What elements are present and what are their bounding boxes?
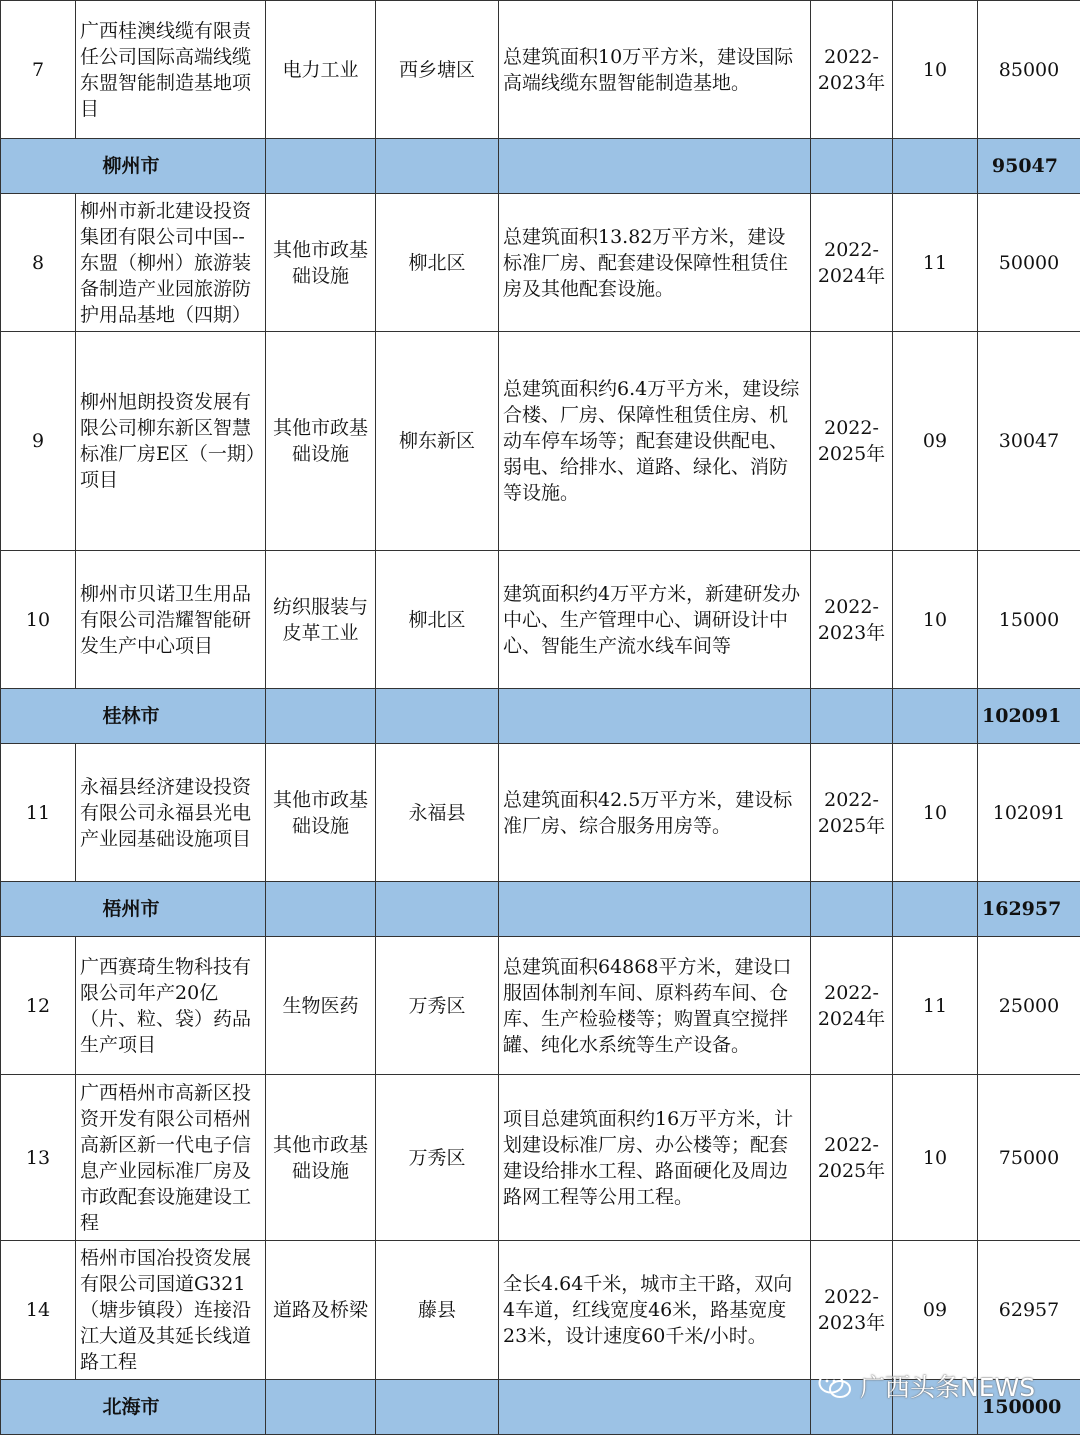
investment: 50000 xyxy=(978,194,1080,332)
project-name: 广西赛琦生物科技有限公司年产20亿（片、粒、袋）药品生产项目 xyxy=(76,937,266,1075)
city-name: 柳州市 xyxy=(1,139,266,194)
construction-period: 2022-2025年 xyxy=(811,1075,893,1241)
project-name: 广西梧州市高新区投资开发有限公司梧州高新区新一代电子信息产业园标准厂房及市政配套设施建设工程 xyxy=(76,1075,266,1241)
industry: 道路及桥梁 xyxy=(266,1241,376,1380)
investment: 25000 xyxy=(978,937,1080,1075)
investment: 85000 xyxy=(978,1,1080,139)
construction-period: 2022-2024年 xyxy=(811,194,893,332)
location: 万秀区 xyxy=(376,937,499,1075)
industry: 生物医药 xyxy=(266,937,376,1075)
city-subtotal-row xyxy=(1,689,1080,744)
table-row xyxy=(1,194,1080,332)
row-number: 8 xyxy=(1,194,76,332)
start-month: 10 xyxy=(893,1,978,139)
watermark-text: 广西头条NEWS xyxy=(860,1368,1035,1404)
industry: 电力工业 xyxy=(266,1,376,139)
location: 西乡塘区 xyxy=(376,1,499,139)
construction-period: 2022-2025年 xyxy=(811,744,893,882)
city-subtotal-row xyxy=(1,882,1080,937)
industry: 其他市政基础设施 xyxy=(266,744,376,882)
start-month: 10 xyxy=(893,744,978,882)
industry: 其他市政基础设施 xyxy=(266,1075,376,1241)
city-total: 95047 xyxy=(978,139,1080,194)
row-number: 11 xyxy=(1,744,76,882)
start-month: 10 xyxy=(893,551,978,689)
construction-period: 2022-2023年 xyxy=(811,551,893,689)
row-number: 14 xyxy=(1,1241,76,1380)
table-row xyxy=(1,332,1080,551)
construction-period: 2022-2025年 xyxy=(811,332,893,551)
construction-period: 2022-2023年 xyxy=(811,1,893,139)
city-total: 162957 xyxy=(978,882,1080,937)
project-description: 总建筑面积64868平方米，建设口服固体制剂车间、原料药车间、仓库、生产检验楼等；购置真空搅拌罐、纯化水系统等生产设备。 xyxy=(499,937,811,1075)
table-row xyxy=(1,1,1080,139)
city-name: 桂林市 xyxy=(1,689,266,744)
table-row xyxy=(1,744,1080,882)
table-row xyxy=(1,1075,1080,1241)
project-description: 项目总建筑面积约16万平方米，计划建设标准厂房、办公楼等；配套建设给排水工程、路面硬化及周边路网工程等公用工程。 xyxy=(499,1075,811,1241)
project-description: 总建筑面积42.5万平方米，建设标准厂房、综合服务用房等。 xyxy=(499,744,811,882)
city-name: 梧州市 xyxy=(1,882,266,937)
city-total: 150000 xyxy=(978,1380,1080,1435)
construction-period: 2022-2023年 xyxy=(811,1241,893,1380)
table-row xyxy=(1,1241,1080,1380)
row-number: 9 xyxy=(1,332,76,551)
start-month: 10 xyxy=(893,1075,978,1241)
watermark xyxy=(818,1370,1035,1402)
project-name: 柳州市贝诺卫生用品有限公司浩耀智能研发生产中心项目 xyxy=(76,551,266,689)
table-row xyxy=(1,937,1080,1075)
project-description: 全长4.64千米，城市主干路，双向4车道，红线宽度46米，路基宽度23米，设计速度60千米/小时。 xyxy=(499,1241,811,1380)
table-row xyxy=(1,551,1080,689)
start-month: 11 xyxy=(893,194,978,332)
project-name: 梧州市国冶投资发展有限公司国道G321（塘步镇段）连接沿江大道及其延长线道路工程 xyxy=(76,1241,266,1380)
location: 永福县 xyxy=(376,744,499,882)
location: 藤县 xyxy=(376,1241,499,1380)
industry: 其他市政基础设施 xyxy=(266,194,376,332)
city-total: 102091 xyxy=(978,689,1080,744)
project-name: 柳州旭朗投资发展有限公司柳东新区智慧标准厂房E区（一期）项目 xyxy=(76,332,266,551)
city-subtotal-row xyxy=(1,139,1080,194)
investment: 30047 xyxy=(978,332,1080,551)
project-name: 柳州市新北建设投资集团有限公司中国--东盟（柳州）旅游装备制造产业园旅游防护用品基地（四期） xyxy=(76,194,266,332)
start-month: 09 xyxy=(893,1241,978,1380)
start-month: 11 xyxy=(893,937,978,1075)
industry: 其他市政基础设施 xyxy=(266,332,376,551)
city-name: 北海市 xyxy=(1,1380,266,1435)
row-number: 12 xyxy=(1,937,76,1075)
project-description: 总建筑面积约6.4万平方米，建设综合楼、厂房、保障性租赁住房、机动车停车场等；配套建设供配电、弱电、给排水、道路、绿化、消防等设施。 xyxy=(499,332,811,551)
location: 柳东新区 xyxy=(376,332,499,551)
wechat-icon xyxy=(818,1372,852,1400)
project-description: 总建筑面积10万平方米，建设国际高端线缆东盟智能制造基地。 xyxy=(499,1,811,139)
start-month: 09 xyxy=(893,332,978,551)
project-description: 总建筑面积13.82万平方米，建设标准厂房、配套建设保障性租赁住房及其他配套设施。 xyxy=(499,194,811,332)
row-number: 13 xyxy=(1,1075,76,1241)
location: 柳北区 xyxy=(376,194,499,332)
location: 柳北区 xyxy=(376,551,499,689)
investment: 15000 xyxy=(978,551,1080,689)
project-description: 建筑面积约4万平方米，新建研发办中心、生产管理中心、调研设计中心、智能生产流水线车间等 xyxy=(499,551,811,689)
investment: 102091 xyxy=(978,744,1080,882)
project-name: 广西桂澳线缆有限责任公司国际高端线缆东盟智能制造基地项目 xyxy=(76,1,266,139)
project-name: 永福县经济建设投资有限公司永福县光电产业园基础设施项目 xyxy=(76,744,266,882)
industry: 纺织服装与皮革工业 xyxy=(266,551,376,689)
investment: 75000 xyxy=(978,1075,1080,1241)
construction-period: 2022-2024年 xyxy=(811,937,893,1075)
row-number: 10 xyxy=(1,551,76,689)
row-number: 7 xyxy=(1,1,76,139)
investment: 62957 xyxy=(978,1241,1080,1380)
location: 万秀区 xyxy=(376,1075,499,1241)
